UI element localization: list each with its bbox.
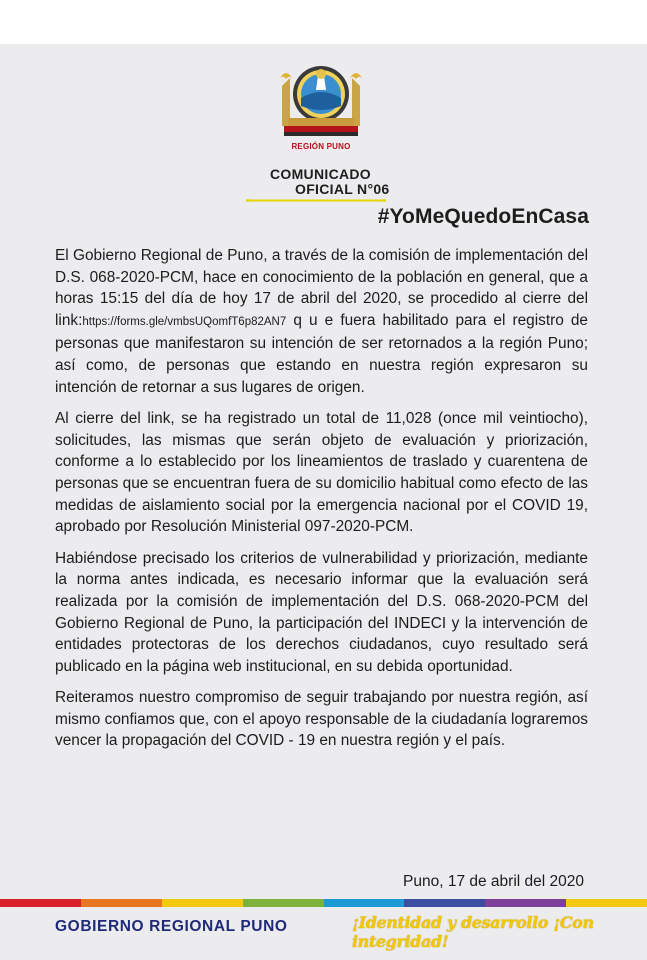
title-line-2: OFICIAL N°06: [295, 181, 390, 197]
color-stripe-5: [324, 899, 405, 907]
date-line: Puno, 17 de abril del 2020: [403, 873, 584, 890]
form-link[interactable]: https://forms.gle/vmbsUQomfT6p82AN7: [82, 315, 287, 328]
paragraph-2: Al cierre del link, se ha registrado un total de 11,028 (once mil veintiocho), solicitudes, las mismas que serán objeto de evaluación y priorización, conforme a lo establecido por los lineamientos de traslado y cuarentena de personas que se encuentran fuera de su domicilio habitual como efecto de las medidas de aislamiento social por la emergencia nacional por el COVID 19, aprobado por Resolución Ministerial 097-2020-PCM.: [55, 410, 588, 536]
color-stripe-bar: [0, 899, 647, 907]
color-stripe-4: [243, 899, 324, 907]
paragraph-4: Reiteramos nuestro compromiso de seguir trabajando por nuestra región, así mismo confiamos que, con el apoyo responsable de la ciudadanía lograremos vencer la propagación del COVID - 19 en nuestra región y el país.: [55, 689, 588, 750]
color-stripe-8: [566, 899, 647, 907]
region-puno-emblem: [276, 56, 366, 154]
title-underline: [246, 199, 386, 202]
footer-organization: GOBIERNO REGIONAL PUNO: [55, 918, 288, 935]
emblem-label: REGIÓN PUNO: [291, 142, 351, 151]
color-stripe-3: [162, 899, 243, 907]
communique-title: [262, 167, 402, 197]
paragraph-3: Habiéndose precisado los criterios de vulnerabilidad y priorización, mediante la norma antes indicada, es necesario informar que la evaluación será realizada por la comisión de implementación del D.S. 068-2020-PCM del Gobierno Regional de Puno, la participación del INDECI y la intervención de entidades protectoras de los derechos ciudadanos, cuyo resultado será publicado en la página web institucional, en su debida oportunidad.: [55, 549, 588, 675]
color-stripe-7: [485, 899, 566, 907]
paragraph-1: El Gobierno Regional de Puno, a través de la comisión de implementación del D.S. 068-2020-PCM, hace en conocimiento de la población en general, que a horas 15:15 del día de hoy 17 de abril del 2020, se procedido al cierre del link:https://forms.gle/vmbsUQomfT6p82AN7 q u e fuera habilitado para el registro de personas que manifestaron su intención de ser retornados a la región Puno; así como, de personas que estando en nuestra región expresaron su intención de retornar a sus lugares de origen.: [55, 247, 588, 396]
color-stripe-6: [404, 899, 485, 907]
communique-body: [55, 245, 588, 762]
footer-slogan: ¡Identidad y desarrollo ¡Con integridad!: [352, 913, 594, 951]
title-line-1: COMUNICADO: [270, 166, 371, 182]
color-stripe-1: [0, 899, 81, 907]
hashtag: #YoMeQuedoEnCasa: [377, 205, 589, 228]
color-stripe-2: [81, 899, 162, 907]
